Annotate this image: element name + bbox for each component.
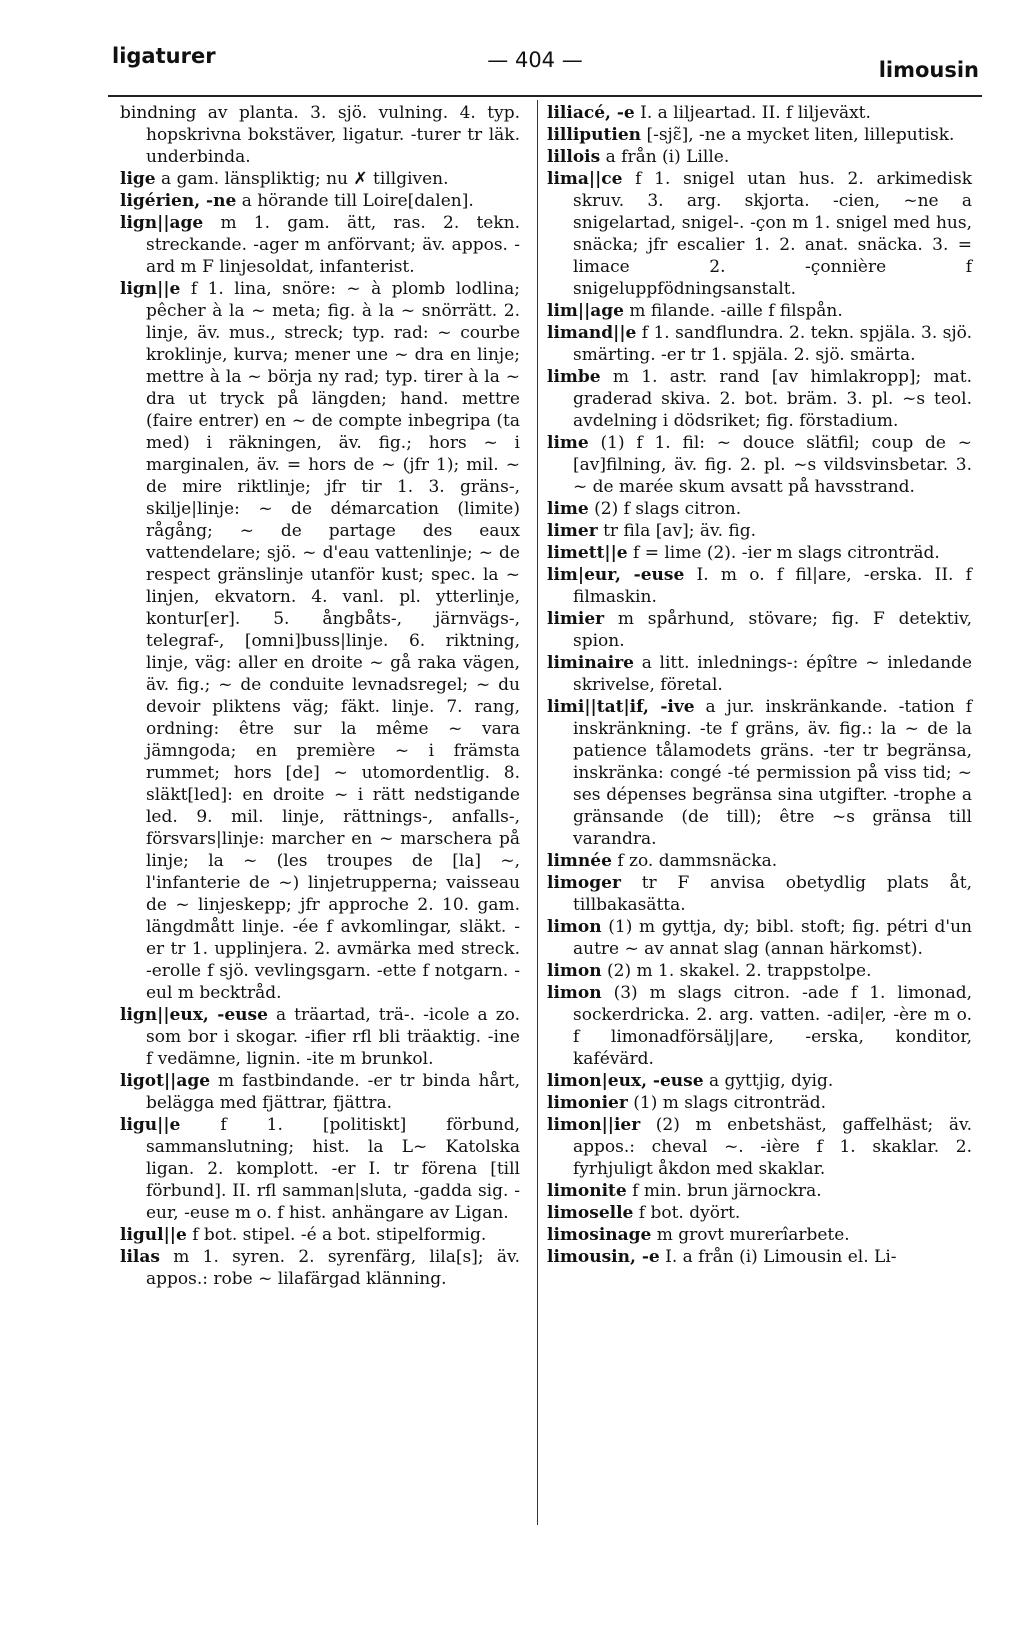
dictionary-entry [547,916,972,960]
dictionary-entry [547,498,972,520]
entry-definition: (3) m slags citron. -ade f 1. limonad, sockerdricka. 2. arg. vatten. -adi|er, -ère m o. f limonadförsälj|are, -erska, konditor, kafévärd. [573,983,972,1069]
right-column [547,102,972,1268]
entry-definition: m 1. syren. 2. syrenfärg, lila[s]; äv. appos.: robe ~ lilafärgad klänning. [146,1247,520,1289]
left-column [120,102,520,1290]
entry-definition: f zo. dammsnäcka. [617,851,778,871]
entry-headword: limbe [547,367,601,387]
entry-definition: a hörande till Loire[dalen]. [241,191,474,211]
dictionary-entry [547,1114,972,1180]
entry-definition: f 1. lina, snöre: ~ à plomb lodlina; pêcher à la ~ meta; fig. à la ~ snörrätt. 2. linje, äv. mus., streck; typ. rad: ~ courbe kroklinje, kurva; mener une ~ dra en linje; mettre à la ~ börja ny rad; typ. tirer à la ~ dra ut tryck på längden; hand. mettre (faire entrer) en ~ de compte inbegripa (ta med) i räkningen, äv. fig.; hors ~ i marginalen, äv. = hors de ~ (jfr 1); mil. ~ de mire riktlinje; jfr tir 1. 3. gräns-, skilje|linje: ~ de démarcation (limite) rågång; ~ de partage des eaux vattendelare; sjö. ~ d'eau vattenlinje; ~ de respect gränslinje utanför kust; spec. la ~ linjen, ekvatorn. 4. vanl. pl. ytterlinje, kontur[er]. 5. ångbåts-, järnvägs-, telegraf-, [omni]buss|linje. 6. riktning, linje, väg: aller en droite ~ gå raka vägen, äv. fig.; ~ de conduite levnadsregel; ~ du devoir pliktens väg; fäkt. linje. 7. rang, ordning: être sur la même ~ vara jämngoda; en première ~ i främsta rummet; hors [de] ~ utomordentlig. 8. släkt[led]: en droite ~ i rätt nedstigande led. 9. mil. linje, rättnings-, anfalls-, försvars|linje: marcher en ~ marschera på linje; la ~ (les troupes de [la] ~, l'infanterie de ~) linjetrupperna; vaisseau de ~ linjeskepp; jfr approche 2. 10. gam. längdmått linje. -ée f avkomlingar, släkt. -er tr 1. upplinjera. 2. avmärka med streck. -erolle f sjö. vevlingsgarn. -ette f notgarn. -eul m becktråd. [146,279,521,1003]
entry-definition: f bot. dyört. [638,1203,741,1223]
entry-headword: lima||ce [547,169,623,189]
entry-headword: limoger [547,873,621,893]
entry-headword: limousin, -e [547,1247,660,1267]
dictionary-entry [120,1246,520,1290]
entry-headword: liliacé, -e [547,103,635,123]
entry-headword: lige [120,169,156,189]
dictionary-entry [547,850,972,872]
dictionary-entry [120,212,520,278]
dictionary-entry [547,652,972,696]
dictionary-entry [547,520,972,542]
entry-headword: limon [547,961,602,981]
entry-definition: f = lime (2). -ier m slags citronträd. [633,543,940,563]
entry-definition: bindning av planta. 3. sjö. vulning. 4. typ. hopskrivna bokstäver, ligatur. -turer tr läk. underbinda. [120,103,520,167]
entry-definition: (1) f 1. fil: ~ douce slätfil; coup de ~ [av]filning, äv. fig. 2. pl. ~s vildsvinsbetar. 3. ~ de marée skum avsatt på havsstrand. [573,433,973,497]
entry-definition: a litt. inlednings-: épître ~ inledande skrivelse, företal. [573,653,973,695]
dictionary-entry [120,1004,520,1070]
entry-definition: m fastbindande. -er tr binda hårt, belägga med fjättrar, fjättra. [146,1071,520,1113]
dictionary-entry [547,564,972,608]
entry-definition: a från (i) Lille. [605,147,730,167]
entry-headword: limon|eux, -euse [547,1071,704,1091]
entry-definition: a jur. inskränkande. -tation f inskränkning. -te f gräns, äv. fig.: la ~ de la patience tålamodets gräns. -ter tr begränsa, inskränka: congé -té permission på viss tid; ~ ses dépenses begränsa sina utgifter. -trophe a gränsande (de till); être ~s gränsa till varandra. [573,697,972,849]
dictionary-entry [120,1114,520,1224]
dictionary-entry [547,102,972,124]
column-divider [537,100,538,1525]
entry-definition: m filande. -aille f filspån. [629,301,843,321]
dictionary-entry [547,1180,972,1202]
entry-definition: I. m o. f fil|are, -erska. II. f filmaskin. [573,565,972,607]
entry-headword: lim||age [547,301,624,321]
entry-headword: lim|eur, -euse [547,565,685,585]
entry-definition: a gam. länspliktig; nu ✗ tillgiven. [161,169,449,189]
dictionary-entry [120,1224,520,1246]
entry-definition: f 1. [politiskt] förbund, sammanslutning; hist. la L~ Katolska ligan. 2. komplott. -er I. tr förena [till förbund]. II. rfl samman|sluta, -gadda sig. -eur, -euse m o. f hist. anhängare av Ligan. [146,1115,521,1223]
dictionary-entry [547,300,972,322]
entry-headword: limosinage [547,1225,652,1245]
dictionary-entry [120,1070,520,1114]
entry-headword: lign||age [120,213,204,233]
dictionary-entry [120,102,520,168]
entry-definition: m spårhund, stövare; fig. F detektiv, spion. [573,609,972,651]
dictionary-entry [547,696,972,850]
dictionary-entry [547,608,972,652]
entry-headword: limier [547,609,605,629]
entry-definition: (2) m 1. skakel. 2. trappstolpe. [607,961,872,981]
entry-headword: limon [547,983,602,1003]
entry-headword: limoselle [547,1203,634,1223]
dictionary-entry [547,1224,972,1246]
dictionary-entry [120,168,520,190]
entry-definition: a gyttjig, dyig. [708,1071,834,1091]
dictionary-entry [547,124,972,146]
entry-definition: (2) f slags citron. [594,499,742,519]
entry-definition: I. a från (i) Limousin el. Li- [665,1247,897,1267]
entry-headword: limi||tat|if, -ive [547,697,695,717]
dictionary-entry [547,432,972,498]
dictionary-entry [547,960,972,982]
dictionary-entry [120,190,520,212]
entry-definition: f bot. stipel. -é a bot. stipelformig. [192,1225,487,1245]
entry-definition: (2) m enbetshäst, gaffelhäst; äv. appos.: cheval ~. -ière f 1. skaklar. 2. fyrhjuligt åkdon med skaklar. [573,1115,972,1179]
page-number: — 404 — [487,48,583,72]
entry-definition: (1) m slags citronträd. [633,1093,827,1113]
entry-headword: ligul||e [120,1225,187,1245]
entry-definition: f 1. snigel utan hus. 2. arkimedisk skruv. 3. arg. skjorta. -cien, ~ne a snigelartad, snigel-. -çon m 1. snigel med hus, snäcka; jfr escalier 1. 2. anat. snäcka. 3. = limace 2. -çonnière f snigeluppfödningsanstalt. [573,169,972,299]
dictionary-entry [547,1202,972,1224]
header-rule [108,95,982,97]
entry-headword: ligérien, -ne [120,191,237,211]
dictionary-entry [547,168,972,300]
entry-headword: ligot||age [120,1071,211,1091]
entry-headword: limnée [547,851,612,871]
entry-headword: ligu||e [120,1115,181,1135]
entry-definition: I. a liljeartad. II. f liljeväxt. [640,103,871,123]
dictionary-entry [547,1246,972,1268]
dictionary-entry [547,146,972,168]
guide-word-right: limousin [878,58,979,82]
entry-definition: [-sjɛ̃], -ne a mycket liten, lilleputisk. [646,125,955,145]
page-header [0,44,1024,84]
entry-definition: tr fila [av]; äv. fig. [603,521,757,541]
entry-definition: f min. brun järnockra. [632,1181,822,1201]
entry-headword: lilliputien [547,125,642,145]
dictionary-entry [547,366,972,432]
dictionary-entry [547,322,972,366]
entry-headword: lign||e [120,279,181,299]
entry-headword: limon [547,917,602,937]
entry-headword: liminaire [547,653,634,673]
entry-headword: limand||e [547,323,637,343]
entry-headword: limonier [547,1093,628,1113]
entry-headword: limonite [547,1181,627,1201]
entry-headword: lime [547,433,589,453]
guide-word-left: ligaturer [112,44,216,68]
entry-headword: limon||ier [547,1115,641,1135]
entry-headword: limett||e [547,543,628,563]
entry-definition: m 1. gam. ätt, ras. 2. tekn. streckande. -ager m anförvant; äv. appos. -ard m F linjesoldat, infanterist. [146,213,520,277]
entry-definition: m 1. astr. rand [av himlakropp]; mat. graderad skiva. 2. bot. bräm. 3. pl. ~s teol. avdelning i dödsriket; fig. förstadium. [573,367,973,431]
dictionary-entry [547,872,972,916]
dictionary-entry [547,542,972,564]
dictionary-entry [547,1092,972,1114]
entry-headword: lillois [547,147,601,167]
entry-definition: m grovt murerîarbete. [656,1225,850,1245]
entry-headword: lilas [120,1247,160,1267]
entry-headword: limer [547,521,598,541]
entry-definition: tr F anvisa obetydlig plats åt, tillbakasätta. [573,873,973,915]
entry-headword: lime [547,499,589,519]
entry-definition: f 1. sandflundra. 2. tekn. spjäla. 3. sjö. smärting. -er tr 1. spjäla. 2. sjö. smärta. [573,323,972,365]
entry-headword: lign||eux, -euse [120,1005,268,1025]
dictionary-entry [547,982,972,1070]
entry-definition: (1) m gyttja, dy; bibl. stoft; fig. pétri d'un autre ~ av annat slag (annan härkomst). [573,917,972,959]
dictionary-entry [120,278,520,1004]
entry-definition: a träartad, trä-. -icole a zo. som bor i skogar. -ifier rfl bli träaktig. -ine f vedämne, lignin. -ite m brunkol. [146,1005,521,1069]
dictionary-entry [547,1070,972,1092]
